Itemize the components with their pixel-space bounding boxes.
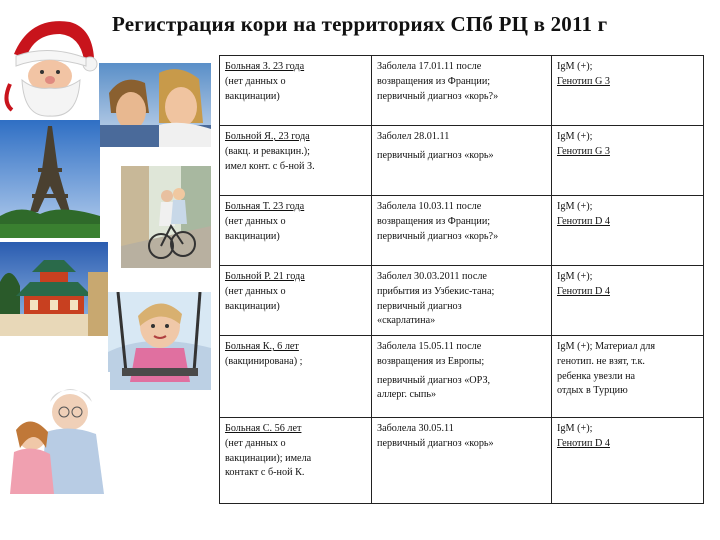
patient-cell bbox=[220, 126, 372, 196]
patient-cell bbox=[220, 196, 372, 266]
table-row bbox=[220, 56, 704, 126]
grandparents-image bbox=[0, 372, 110, 494]
measles-registration-table bbox=[219, 55, 704, 504]
lab-cell bbox=[552, 196, 704, 266]
lab-cell bbox=[552, 56, 704, 126]
table-row bbox=[220, 126, 704, 196]
history-cell bbox=[372, 418, 552, 504]
history-line: Заболела 17.01.11 после bbox=[377, 61, 482, 72]
page-title: Регистрация кори на территориях СПб РЦ в 2011 г bbox=[112, 12, 608, 36]
history-cell bbox=[372, 56, 552, 126]
lab-line: Генотип D 4 bbox=[557, 215, 610, 227]
history-line: первичный диагноз «корь» bbox=[377, 149, 494, 161]
history-line: первичный диагноз «корь?» bbox=[377, 230, 499, 242]
patient-detail: вакцинации) bbox=[225, 90, 280, 102]
patient-name: Больная З. 23 года bbox=[225, 61, 305, 72]
history-line: Заболела 15.05.11 после bbox=[377, 341, 482, 352]
patient-name: Больной Р. 21 года bbox=[225, 271, 305, 282]
patient-detail: (нет данных о bbox=[225, 215, 286, 227]
lab-line: Генотип D 4 bbox=[557, 437, 610, 449]
lab-line: генотип. не взят, т.к. bbox=[557, 355, 645, 367]
table-row bbox=[220, 336, 704, 418]
history-line: возвращения из Европы; bbox=[377, 355, 485, 367]
history-cell bbox=[372, 196, 552, 266]
lab-line: отдых в Турцию bbox=[557, 385, 628, 397]
history-cell bbox=[372, 336, 552, 418]
patient-cell bbox=[220, 336, 372, 418]
history-line: аллерг. сыпь» bbox=[377, 389, 437, 401]
history-line: первичный диагноз «ОРЗ, bbox=[377, 374, 491, 386]
lab-line: ребенка увезли на bbox=[557, 370, 636, 382]
patient-detail: (нет данных о bbox=[225, 75, 286, 87]
table-row bbox=[220, 196, 704, 266]
lab-line: IgM (+); bbox=[557, 201, 593, 212]
patient-detail: (нет данных о bbox=[225, 437, 286, 449]
lab-line: IgM (+); bbox=[557, 271, 593, 282]
patient-cell bbox=[220, 56, 372, 126]
patient-detail: вакцинации); имела bbox=[225, 452, 312, 464]
lab-cell bbox=[552, 266, 704, 336]
lab-cell bbox=[552, 336, 704, 418]
history-line: возвращения из Франции; bbox=[377, 215, 491, 227]
history-line: первичный диагноз bbox=[377, 300, 462, 312]
history-line: Заболела 30.05.11 bbox=[377, 423, 454, 434]
patient-name: Больная К., 6 лет bbox=[225, 341, 299, 352]
patient-cell bbox=[220, 266, 372, 336]
patient-detail: вакцинации) bbox=[225, 230, 280, 242]
table-row bbox=[220, 266, 704, 336]
pagoda-image bbox=[0, 242, 108, 336]
lab-cell bbox=[552, 126, 704, 196]
couple-image bbox=[99, 63, 211, 147]
lab-line: Генотип D 4 bbox=[557, 285, 610, 297]
lab-line: Генотип G 3 bbox=[557, 145, 610, 157]
lab-line: IgM (+); bbox=[557, 423, 593, 434]
history-line: Заболела 10.03.11 после bbox=[377, 201, 482, 212]
patient-detail: имел конт. с б-ной З. bbox=[225, 160, 315, 172]
history-line: возвращения из Франции; bbox=[377, 75, 491, 87]
table-row bbox=[220, 418, 704, 504]
patient-detail: (вакц. и ревакцин.); bbox=[225, 145, 310, 157]
history-cell bbox=[372, 266, 552, 336]
santa-claus-image bbox=[0, 14, 98, 118]
patient-name: Больная Т. 23 года bbox=[225, 201, 305, 212]
lab-line: IgM (+); Материал для bbox=[557, 341, 656, 352]
history-cell bbox=[372, 126, 552, 196]
patient-detail: вакцинации) bbox=[225, 300, 280, 312]
history-line: первичный диагноз «корь» bbox=[377, 437, 494, 449]
history-line: прибытия из Узбекис-тана; bbox=[377, 285, 495, 297]
patient-name: Больной Я., 23 года bbox=[225, 131, 310, 142]
eiffel-tower-image bbox=[0, 120, 100, 238]
lab-line: IgM (+); bbox=[557, 61, 593, 72]
patient-cell bbox=[220, 418, 372, 504]
patient-name: Больная С. 56 лет bbox=[225, 423, 302, 434]
patient-detail: (вакцинирована) ; bbox=[225, 355, 303, 367]
history-line: Заболел 28.01.11 bbox=[377, 131, 450, 142]
patient-detail: контакт с б-ной К. bbox=[225, 467, 305, 479]
history-line: первичный диагноз «корь?» bbox=[377, 90, 499, 102]
history-line: «скарлатина» bbox=[377, 315, 436, 327]
child-on-swing-image bbox=[108, 292, 211, 390]
patient-detail: (нет данных о bbox=[225, 285, 286, 297]
history-line: Заболел 30.03.2011 после bbox=[377, 271, 487, 282]
lab-line: Генотип G 3 bbox=[557, 75, 610, 87]
lab-cell bbox=[552, 418, 704, 504]
lab-line: IgM (+); bbox=[557, 131, 593, 142]
cyclists-image bbox=[121, 166, 211, 268]
